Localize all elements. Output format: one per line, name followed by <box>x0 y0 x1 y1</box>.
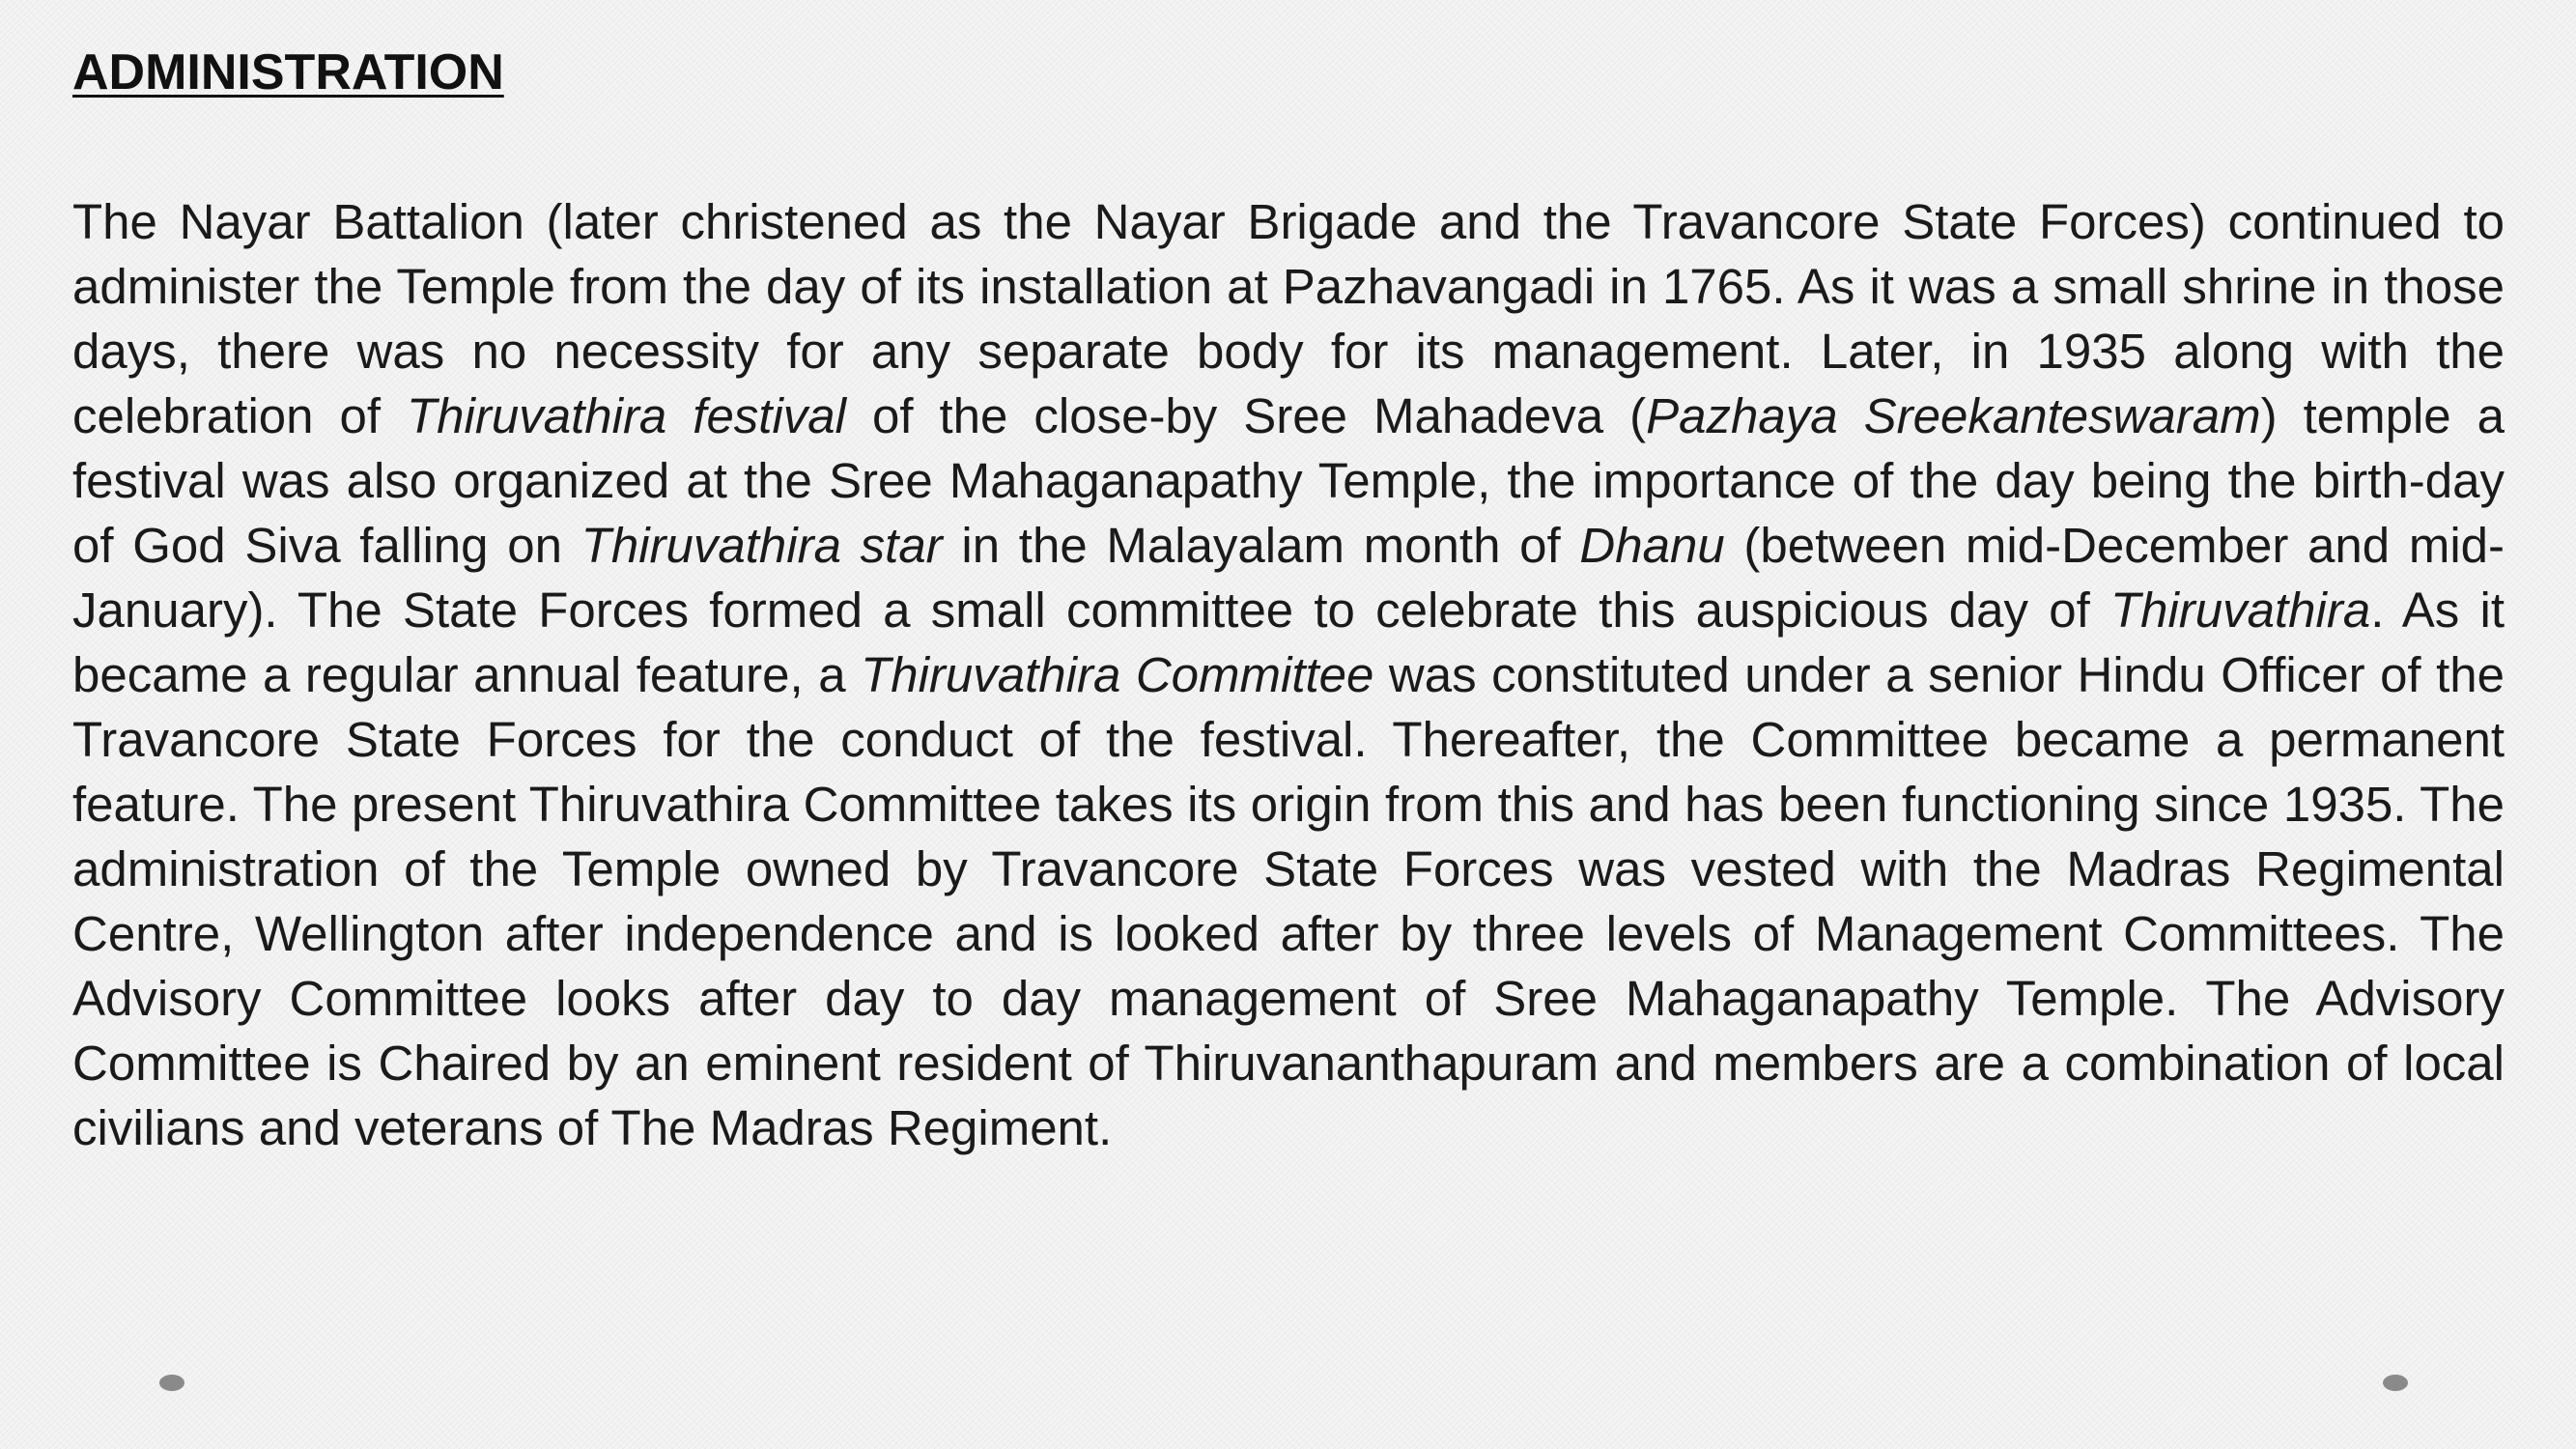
text-run: The Nayar Battalion (later christened as the Nayar Brigade and the Travancore State Forces) continued to administer the Temple from the day of its installation at Pazhavangadi in 1765. As it was a small shrine in those days, there was no necessity for any separate body for its management. Later, in 1935 along with the celebration of <box>72 194 2505 443</box>
text-run-italic: Pazhaya Sreekanteswaram <box>1646 388 2261 443</box>
text-run: was constituted under a senior Hindu Officer of the Travancore State Forces for the conduct of the festival. Thereafter, the Committee became a permanent feature. The present Thiruvathira Committee takes its origin from this and has been functioning since 1935. The administration of the Temple owned by Travancore State Forces was vested with the Madras Regimental Centre, Wellington after independence and is looked after by three levels of Management Committees. The Advisory Committee looks after day to day management of Sree Mahaganapathy Temple. The Advisory Committee is Chaired by an eminent resident of Thiruvananthapuram and members are a combination of local civilians and veterans of The Madras Regiment. <box>72 647 2505 1155</box>
page-title: ADMINISTRATION <box>72 44 504 100</box>
text-run-italic: Thiruvathira Committee <box>861 647 1374 702</box>
text-run: ) temple a festival was also organized at the Sree Mahaganapathy Temple, the importance of the day being the birth-day of God Siva falling on <box>72 388 2505 573</box>
decorative-dot-right <box>2383 1375 2408 1391</box>
text-run-italic: Thiruvathira <box>2109 582 2371 638</box>
text-run-italic: Thiruvathira festival <box>407 388 846 443</box>
text-run: . As it became a regular annual feature, a <box>72 582 2505 702</box>
text-run: of the close-by Sree Mahadeva ( <box>846 388 1647 443</box>
text-run: in the Malayalam month of <box>942 518 1580 573</box>
body-paragraph <box>72 189 2505 1160</box>
text-run-italic: Dhanu <box>1579 518 1725 573</box>
text-run-italic: Thiruvathira star <box>580 518 943 573</box>
decorative-dot-left <box>159 1375 184 1391</box>
text-run: (between mid-December and mid-January). The State Forces formed a small committee to celebrate this auspicious day of <box>72 518 2505 638</box>
